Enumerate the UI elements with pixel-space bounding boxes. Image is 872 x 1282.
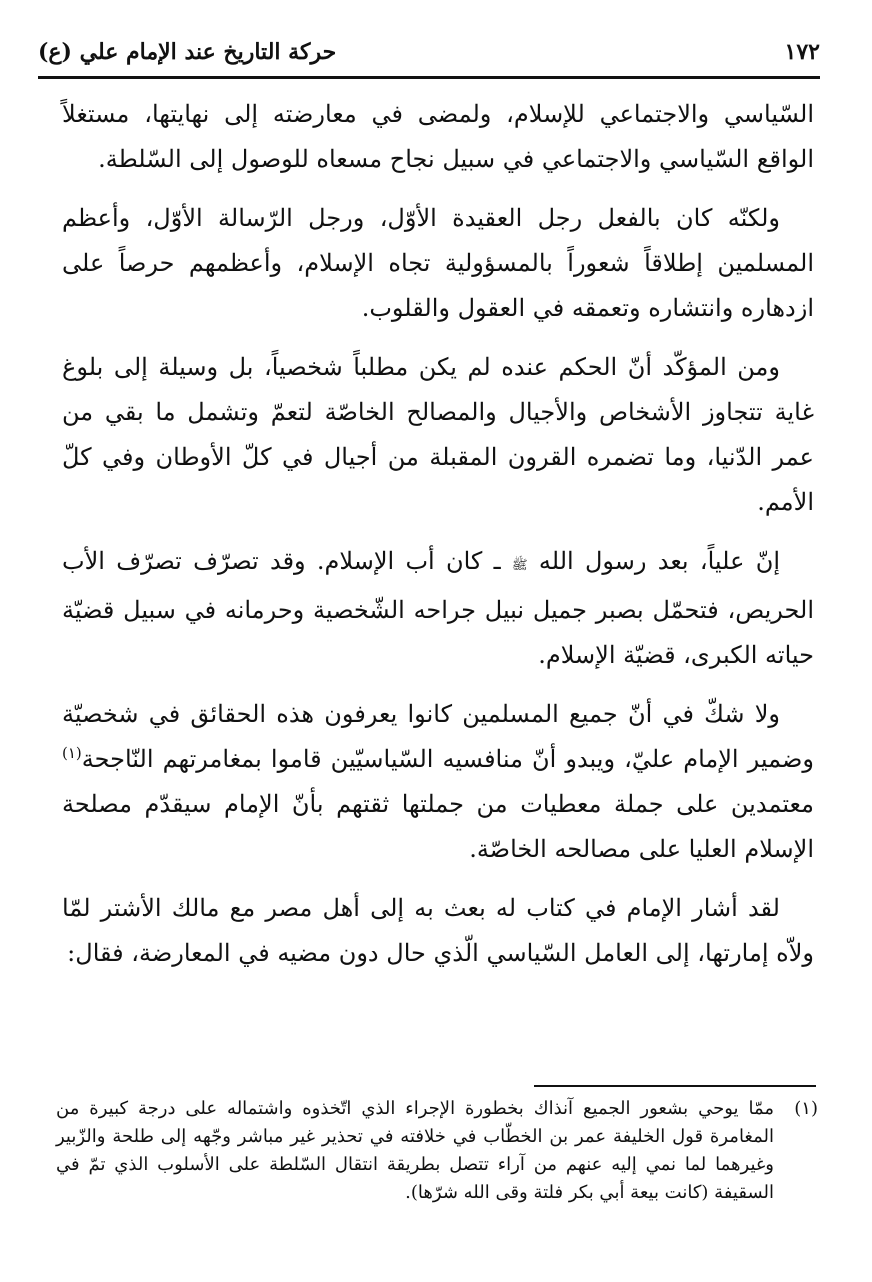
- paragraph-4-start: إنّ علياً، بعد رسول الله: [527, 547, 781, 575]
- paragraph-4-end: ـ كان أب الإسلام. وقد تصرّف تصرّف الأب الحريص، فتحمّل بصبر جميل نبيل جراحه الشّخصية وحرمانه في سبيل قضيّة حياته الكبرى، قضيّة الإسلام.: [62, 547, 814, 669]
- paragraph-4: [62, 539, 814, 678]
- footnote: [56, 1095, 818, 1207]
- paragraph-5-end: معتمدين على جملة معطيات من جملتها ثقتهم بأنّ الإمام سيقدّم مصلحة الإسلام العليا على مصالحه الخاصّة.: [62, 790, 814, 863]
- honorific-glyph: ﷺ: [511, 558, 528, 573]
- footnote-text: ممّا يوحي بشعور الجميع آنذاك بخطورة الإجراء الذي اتّخذوه واشتماله على درجة كبيرة من المغامرة قول الخليفة عمر بن الخطّاب في خلافته في تحذير غير مباشر وجّهه إلى طلحة والزّبير وغيرهما لما نمي إليه عنهم من آراء تتصل بطريقة انتقال السّلطة على الأسلوب الذي تمّ في السقيفة (كانت بيعة أبي بكر فلتة وقى الله شرّها).: [56, 1098, 774, 1203]
- paragraph-1: السّياسي والاجتماعي للإسلام، ولمضى في معارضته إلى نهايتها، مستغلاً الواقع السّياسي والاجتماعي في سبيل نجاح مسعاه للوصول إلى السّلطة.: [62, 100, 814, 173]
- paragraph-5-start: ولا شكّ في أنّ جميع المسلمين كانوا يعرفون هذه الحقائق في شخصيّة وضمير الإمام عليّ، ويبدو أنّ منافسيه السّياسيّين قاموا بمغامرتهم النّاجحة: [62, 700, 814, 773]
- footnote-number: (١): [794, 1098, 818, 1119]
- main-text: [62, 92, 814, 990]
- paragraph-2: ولكنّه كان بالفعل رجل العقيدة الأوّل، ورجل الرّسالة الأوّل، وأعظم المسلمين إطلاقاً شعوراً بالمسؤولية تجاه الإسلام، وأعظمهم حرصاً على ازدهاره وانتشاره وتعمقه في العقول والقلوب.: [62, 204, 814, 322]
- footnote-divider: [534, 1085, 816, 1087]
- paragraph-6: لقد أشار الإمام في كتاب له بعث به إلى أهل مصر مع مالك الأشتر لمّا ولاّه إمارتها، إلى العامل السّياسي الّذي حال دون مضيه في المعارضة، فقال:: [62, 894, 814, 967]
- footnote-reference[interactable]: (١): [62, 744, 82, 762]
- running-title: حركة التاريخ عند الإمام علي (ع): [38, 39, 337, 65]
- page-number: ١٧٢: [784, 39, 820, 65]
- paragraph-3: ومن المؤكّد أنّ الحكم عنده لم يكن مطلباً شخصياً، بل وسيلة إلى بلوغ غاية تتجاوز الأشخاص والأجيال والمصالح الخاصّة لتعمّ وتشمل ما بقي من عمر الدّنيا، وما تضمره القرون المقبلة من أجيال في كلّ الأوطان وفي كلّ الأمم.: [62, 353, 814, 516]
- paragraph-5: [62, 692, 814, 872]
- header-divider: [38, 76, 820, 79]
- page-header: [38, 32, 820, 72]
